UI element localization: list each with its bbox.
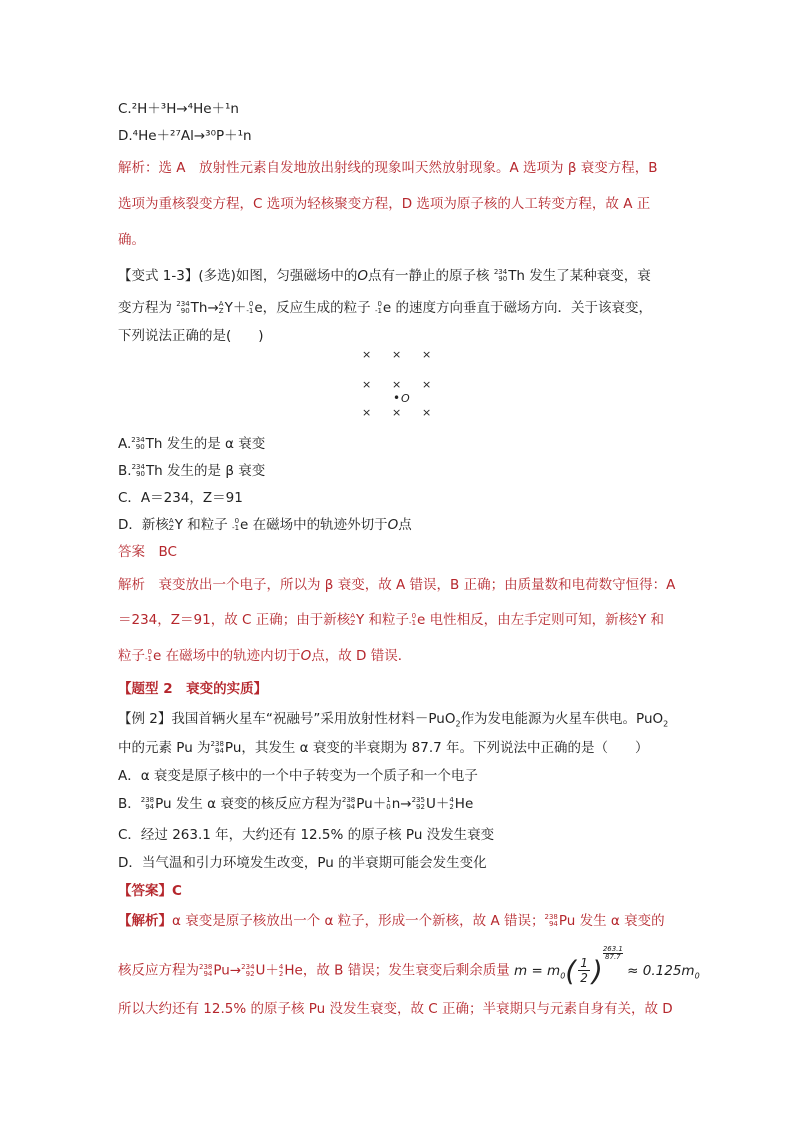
nuclide-e: 0 -1 xyxy=(246,300,254,315)
text: 点有一静止的原子核 xyxy=(368,268,490,284)
text: Y＋ xyxy=(224,300,247,316)
text: B． xyxy=(118,796,141,812)
variant-option-b xyxy=(118,459,265,479)
point-o-label: O xyxy=(401,392,410,405)
nuclide-n: 1 0 xyxy=(386,796,391,811)
text: A. xyxy=(118,436,132,452)
subscript: 2 xyxy=(455,719,461,729)
text: 点，故 D 错误． xyxy=(311,648,412,664)
text: Pu，其发生 α 衰变的半衰期为 87.7 年。下列说法中正确的是（ ） xyxy=(224,740,649,756)
nuclide-e: 0 -1 xyxy=(374,300,382,315)
text: 【变式 1-3】(多选)如图，匀强磁场中的 xyxy=(118,268,358,284)
cross-icon: × xyxy=(392,348,402,361)
nuclide-th: 234 90 xyxy=(131,436,145,451)
nuclide-e: 0 -1 xyxy=(409,612,417,627)
answer-value: C xyxy=(172,883,182,899)
text: U＋ xyxy=(255,962,279,979)
cross-icon: × xyxy=(362,378,372,391)
example2-option-d: D．当气温和引力环境发生改变，Pu 的半衰期可能会发生变化 xyxy=(118,855,487,871)
cross-icon: × xyxy=(422,378,432,391)
nuclide-he: 4 2 xyxy=(278,962,284,978)
analysis-label: 【解析】 xyxy=(118,913,172,929)
text: n→ xyxy=(391,796,412,812)
variant-option-d xyxy=(118,513,412,533)
example2-analysis-line-3: 所以大约还有 12.5% 的原子核 Pu 没发生衰变，故 C 正确；半衰期只与元素自身有关，故 D xyxy=(118,1001,673,1017)
nuclide-y: A Z xyxy=(218,300,224,315)
text: Th 发生的是 α 衰变 xyxy=(145,436,266,452)
nuclide-th: 234 90 xyxy=(176,300,190,315)
variant-answer: 答案 BC xyxy=(118,544,177,560)
example2-option-c: C．经过 263.1 年，大约还有 12.5% 的原子核 Pu 没发生衰变 xyxy=(118,827,495,843)
nuclide-pu: 238 94 xyxy=(341,796,356,811)
variant-analysis-line-1: 解析 衰变放出一个电子，所以为 β 衰变，故 A 错误，B 正确；由质量数和电荷数守恒得：A xyxy=(118,577,676,593)
subscript: 2 xyxy=(663,719,669,729)
text: 核反应方程为 xyxy=(118,962,199,979)
variant-option-c: C．A＝234，Z＝91 xyxy=(118,490,243,506)
example2-option-a: A．α 衰变是原子核中的一个中子转变为一个质子和一个电子 xyxy=(118,768,478,784)
point-dot-icon: • xyxy=(393,391,401,405)
nuclide-u: 234 92 xyxy=(241,962,255,978)
nuclide-pu: 238 94 xyxy=(544,913,558,928)
variant-analysis-line-3 xyxy=(118,644,411,664)
text: ＝234，Z＝91，故 C 正确；由于新核 xyxy=(118,612,351,628)
variant-question-line-3: 下列说法正确的是( ) xyxy=(118,328,264,344)
variant-analysis-line-2 xyxy=(118,608,664,628)
cross-icon: × xyxy=(392,378,402,391)
example2-answer xyxy=(118,879,182,899)
text: U＋ xyxy=(425,796,450,812)
text: Pu 发生 α 衰变的核反应方程为 xyxy=(155,796,342,812)
example2-analysis-line-2 xyxy=(118,944,700,987)
nuclide-e: 0 -1 xyxy=(145,648,152,663)
nuclide-pu: 238 94 xyxy=(199,962,213,978)
option-d: D.⁴He＋²⁷Al→³⁰P＋¹n xyxy=(118,128,252,144)
cross-icon: × xyxy=(422,406,432,419)
text: 点 xyxy=(398,517,412,533)
text: He xyxy=(454,796,474,812)
example2-line-2 xyxy=(118,736,649,756)
text: Y 和粒子 xyxy=(356,612,410,628)
nuclide-pu: 238 94 xyxy=(140,796,155,811)
text: e，反应生成的粒子 xyxy=(254,300,371,316)
variant-question-line-1 xyxy=(118,264,651,284)
mass-formula: $m = m_0$( $\frac{1}{2}$ ) $\frac{263.1}{87.7} \approx 0.125m_0$ xyxy=(514,944,700,987)
text: e 的速度方向垂直于磁场方向．关于该衰变， xyxy=(382,300,653,316)
nuclide-u: 235 92 xyxy=(411,796,425,811)
text: Th→ xyxy=(190,300,219,316)
variant-option-a xyxy=(118,432,265,452)
text: Y 和粒子 xyxy=(174,517,228,533)
nuclide-he: 4 2 xyxy=(449,796,454,811)
point-o: O xyxy=(300,648,312,664)
nuclide-y: A Z xyxy=(632,612,637,627)
analysis-line-2: 选项为重核裂变方程，C 选项为轻核聚变方程，D 选项为原子核的人工转变方程，故 A 正 xyxy=(118,196,651,212)
point-o: O xyxy=(357,268,369,284)
text: e 在磁场中的轨迹外切于 xyxy=(240,517,388,533)
text: 作为发电能源为火星车供电。PuO xyxy=(460,711,664,727)
text: B. xyxy=(118,463,132,479)
example2-line-1 xyxy=(118,707,668,729)
magnetic-field-figure xyxy=(360,348,440,420)
type2-heading: 【题型 2 衰变的实质】 xyxy=(118,681,268,697)
text: e 在磁场中的轨迹内切于 xyxy=(152,648,301,664)
point-o: O xyxy=(387,517,399,533)
text: Y 和 xyxy=(637,612,664,628)
nuclide-y: A Z xyxy=(168,517,174,532)
cross-icon: × xyxy=(422,348,432,361)
nuclide-pu: 238 94 xyxy=(210,740,224,755)
text: He，故 B 错误；发生衰变后剩余质量 xyxy=(284,962,510,979)
text: 【例 2】我国首辆火星车“祝融号”采用放射性材料－PuO xyxy=(118,711,456,727)
nuclide-y: A Z xyxy=(350,612,355,627)
text: 中的元素 Pu 为 xyxy=(118,740,211,756)
analysis-line-1: 解析：选 A 放射性元素自发地放出射线的现象叫天然放射现象。A 选项为 β 衰变方程，B xyxy=(118,160,658,176)
variant-question-line-2 xyxy=(118,296,652,316)
text: Th 发生了某种衰变，衰 xyxy=(508,268,651,284)
analysis-line-3: 确。 xyxy=(118,232,145,248)
cross-icon: × xyxy=(362,406,372,419)
text: e 电性相反，由左手定则可知，新核 xyxy=(417,612,633,628)
text: Pu 发生 α 衰变的 xyxy=(558,913,665,929)
nuclide-th: 234 90 xyxy=(493,268,508,283)
text: Pu＋ xyxy=(356,796,387,812)
option-c: C.²H＋³H→⁴He＋¹n xyxy=(118,101,239,117)
text: Pu→ xyxy=(213,962,242,979)
example2-analysis-line-1 xyxy=(118,909,665,929)
text: Th 发生的是 β 衰变 xyxy=(145,463,266,479)
text: 变方程为 xyxy=(118,300,172,316)
text: D．新核 xyxy=(118,517,169,533)
cross-icon: × xyxy=(392,406,402,419)
cross-icon: × xyxy=(362,348,372,361)
nuclide-e: 0 -1 xyxy=(232,517,240,532)
answer-label: 【答案】 xyxy=(118,883,172,899)
example2-option-b xyxy=(118,792,473,812)
text: 粒子 xyxy=(118,648,145,664)
nuclide-th: 234 90 xyxy=(131,463,145,478)
text: α 衰变是原子核放出一个 α 粒子，形成一个新核，故 A 错误； xyxy=(172,913,545,929)
